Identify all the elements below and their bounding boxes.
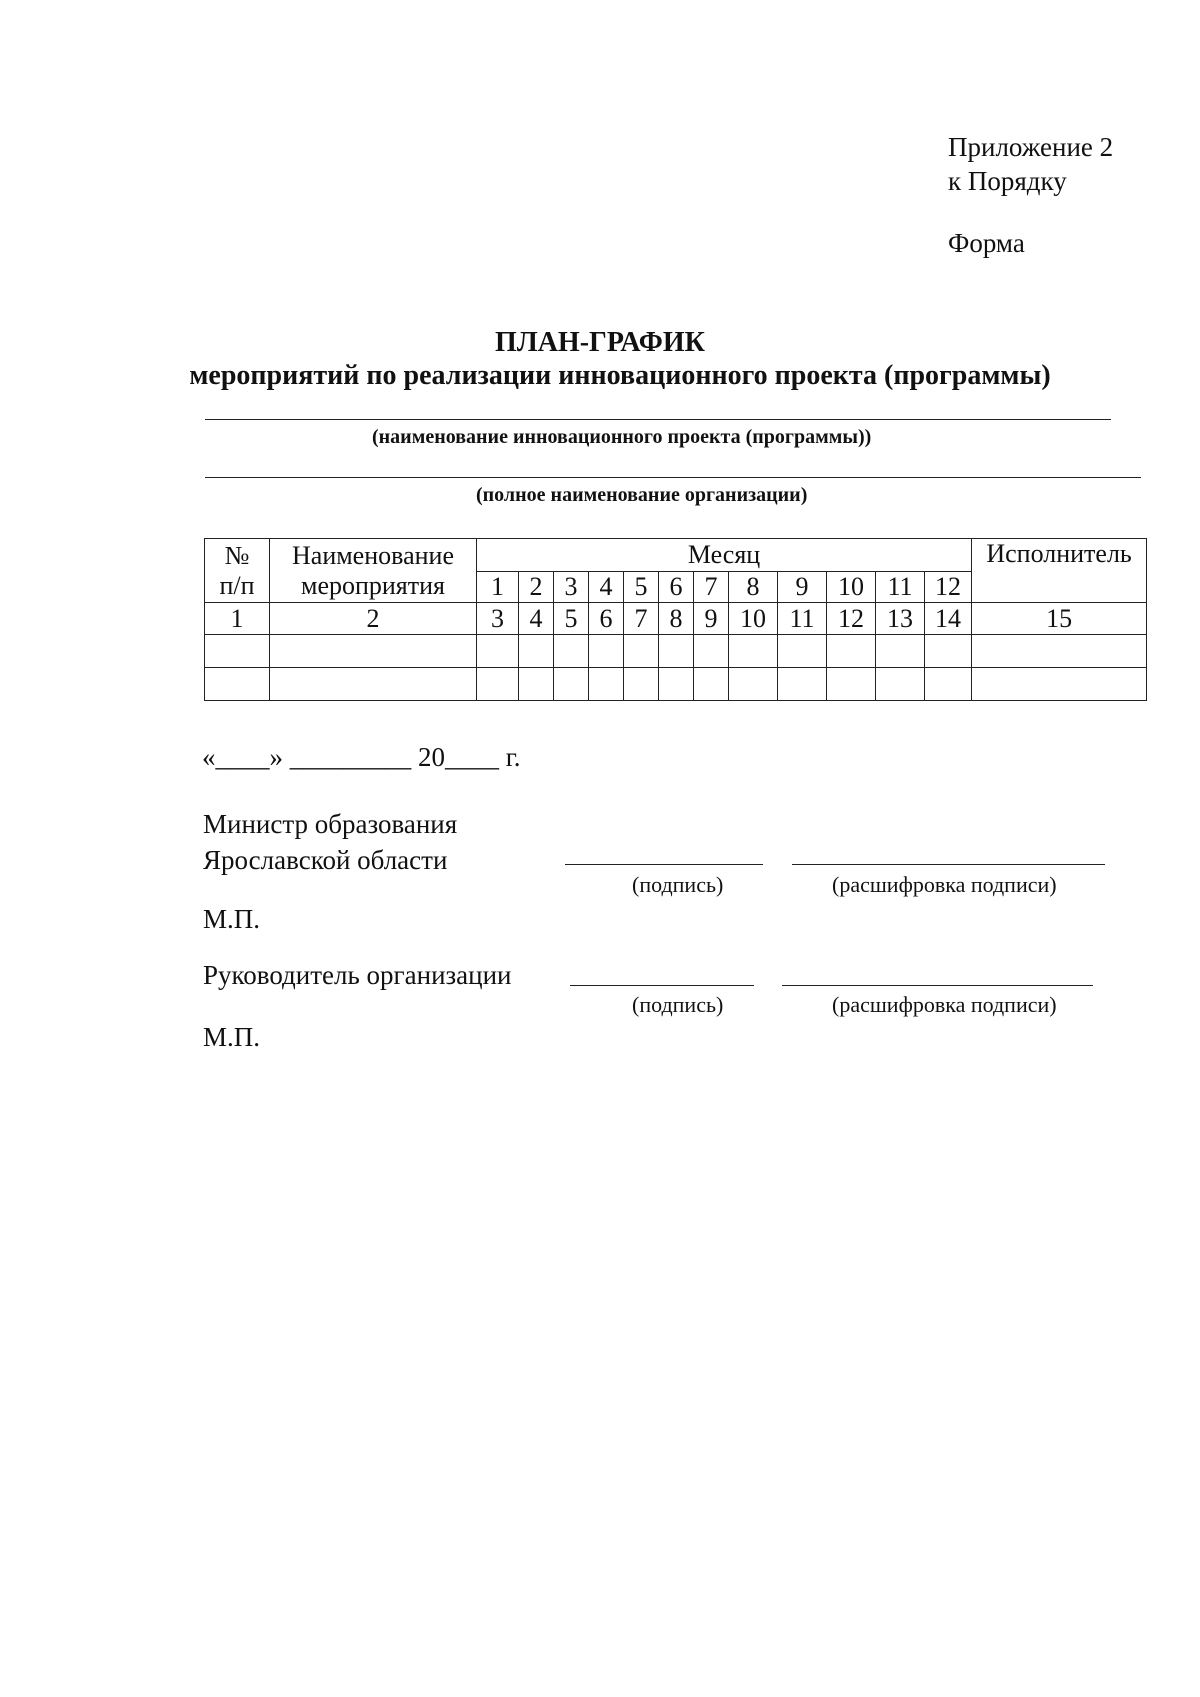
table-cell <box>589 635 624 668</box>
month-cell: 7 <box>694 572 729 603</box>
table-cell <box>827 635 876 668</box>
table-cell <box>694 635 729 668</box>
table-cell <box>519 635 554 668</box>
table-cell <box>659 635 694 668</box>
project-name-line <box>205 419 1111 420</box>
table-cell <box>519 668 554 701</box>
table-cell <box>778 635 827 668</box>
month-cell: 1 <box>477 572 519 603</box>
table-cell <box>729 668 778 701</box>
form-label: Форма <box>948 228 1025 258</box>
date-line: «____» _________ 20____ г. <box>202 742 521 772</box>
index-cell: 4 <box>519 603 554 635</box>
appendix-block <box>948 130 1113 198</box>
plan-table <box>204 538 1147 701</box>
table-cell <box>827 668 876 701</box>
index-cell: 11 <box>778 603 827 635</box>
table-cell <box>624 635 659 668</box>
table-row <box>205 668 1147 701</box>
minister-decoding-hint: (расшифровка подписи) <box>832 872 1057 897</box>
header-name-cell <box>270 539 477 603</box>
table-cell <box>972 668 1147 701</box>
table-cell <box>778 668 827 701</box>
head-label: Руководитель организации <box>203 960 512 990</box>
month-cell: 9 <box>778 572 827 603</box>
table-cell <box>876 635 925 668</box>
minister-label-line1: Министр образования <box>203 809 458 839</box>
index-cell: 12 <box>827 603 876 635</box>
column-index-row <box>205 603 1147 635</box>
minister-label <box>203 806 457 878</box>
table-cell <box>554 635 589 668</box>
head-decoding-line <box>782 985 1093 986</box>
table-cell <box>270 635 477 668</box>
index-cell: 3 <box>477 603 519 635</box>
index-cell: 10 <box>729 603 778 635</box>
minister-label-line2: Ярославской области <box>203 845 448 875</box>
table-cell <box>205 635 270 668</box>
org-name-caption: (полное наименование организации) <box>476 484 808 506</box>
index-cell: 7 <box>624 603 659 635</box>
table-cell <box>659 668 694 701</box>
table-cell <box>729 635 778 668</box>
project-name-caption: (наименование инновационного проекта (программы)) <box>372 426 872 448</box>
month-cell: 12 <box>925 572 972 603</box>
table-cell <box>694 668 729 701</box>
header-name-line2: мероприятия <box>300 570 445 600</box>
table-cell <box>624 668 659 701</box>
index-cell: 13 <box>876 603 925 635</box>
month-cell: 6 <box>659 572 694 603</box>
header-month-cell: Месяц <box>477 539 972 572</box>
minister-decoding-line <box>792 864 1105 865</box>
index-cell: 15 <box>972 603 1147 635</box>
index-cell: 5 <box>554 603 589 635</box>
table-cell <box>925 668 972 701</box>
head-signature-hint: (подпись) <box>632 992 724 1017</box>
header-number-cell <box>205 539 270 603</box>
header-executor-cell: Исполнитель <box>972 539 1147 603</box>
head-decoding-hint: (расшифровка подписи) <box>832 992 1057 1017</box>
head-stamp-label: М.П. <box>203 1022 261 1052</box>
org-name-line <box>205 477 1141 478</box>
month-cell: 10 <box>827 572 876 603</box>
table-cell <box>589 668 624 701</box>
minister-stamp-label: М.П. <box>203 904 261 934</box>
header-name-line1: Наименование <box>292 540 454 570</box>
table-cell <box>477 668 519 701</box>
header-number-line1: № <box>224 540 250 570</box>
index-cell: 14 <box>925 603 972 635</box>
month-cell: 3 <box>554 572 589 603</box>
appendix-line-1: Приложение 2 <box>948 132 1114 162</box>
month-cell: 5 <box>624 572 659 603</box>
minister-signature-hint: (подпись) <box>632 872 724 897</box>
table-cell <box>972 635 1147 668</box>
table-cell <box>925 635 972 668</box>
table-cell <box>876 668 925 701</box>
index-cell: 1 <box>205 603 270 635</box>
table-cell <box>554 668 589 701</box>
table-header-row <box>205 539 1147 572</box>
appendix-line-2: к Порядку <box>948 166 1067 196</box>
index-cell: 8 <box>659 603 694 635</box>
month-cell: 11 <box>876 572 925 603</box>
table-row <box>205 635 1147 668</box>
index-cell: 2 <box>270 603 477 635</box>
month-cell: 8 <box>729 572 778 603</box>
table-cell <box>477 635 519 668</box>
index-cell: 9 <box>694 603 729 635</box>
document-title: ПЛАН-ГРАФИК <box>495 327 705 358</box>
month-cell: 2 <box>519 572 554 603</box>
table-cell <box>270 668 477 701</box>
month-cell: 4 <box>589 572 624 603</box>
minister-signature-line <box>565 864 763 865</box>
index-cell: 6 <box>589 603 624 635</box>
document-subtitle: мероприятий по реализации инновационного проекта (программы) <box>189 360 1051 391</box>
head-signature-line <box>570 985 754 986</box>
header-number-line2: п/п <box>219 570 255 600</box>
table-cell <box>205 668 270 701</box>
